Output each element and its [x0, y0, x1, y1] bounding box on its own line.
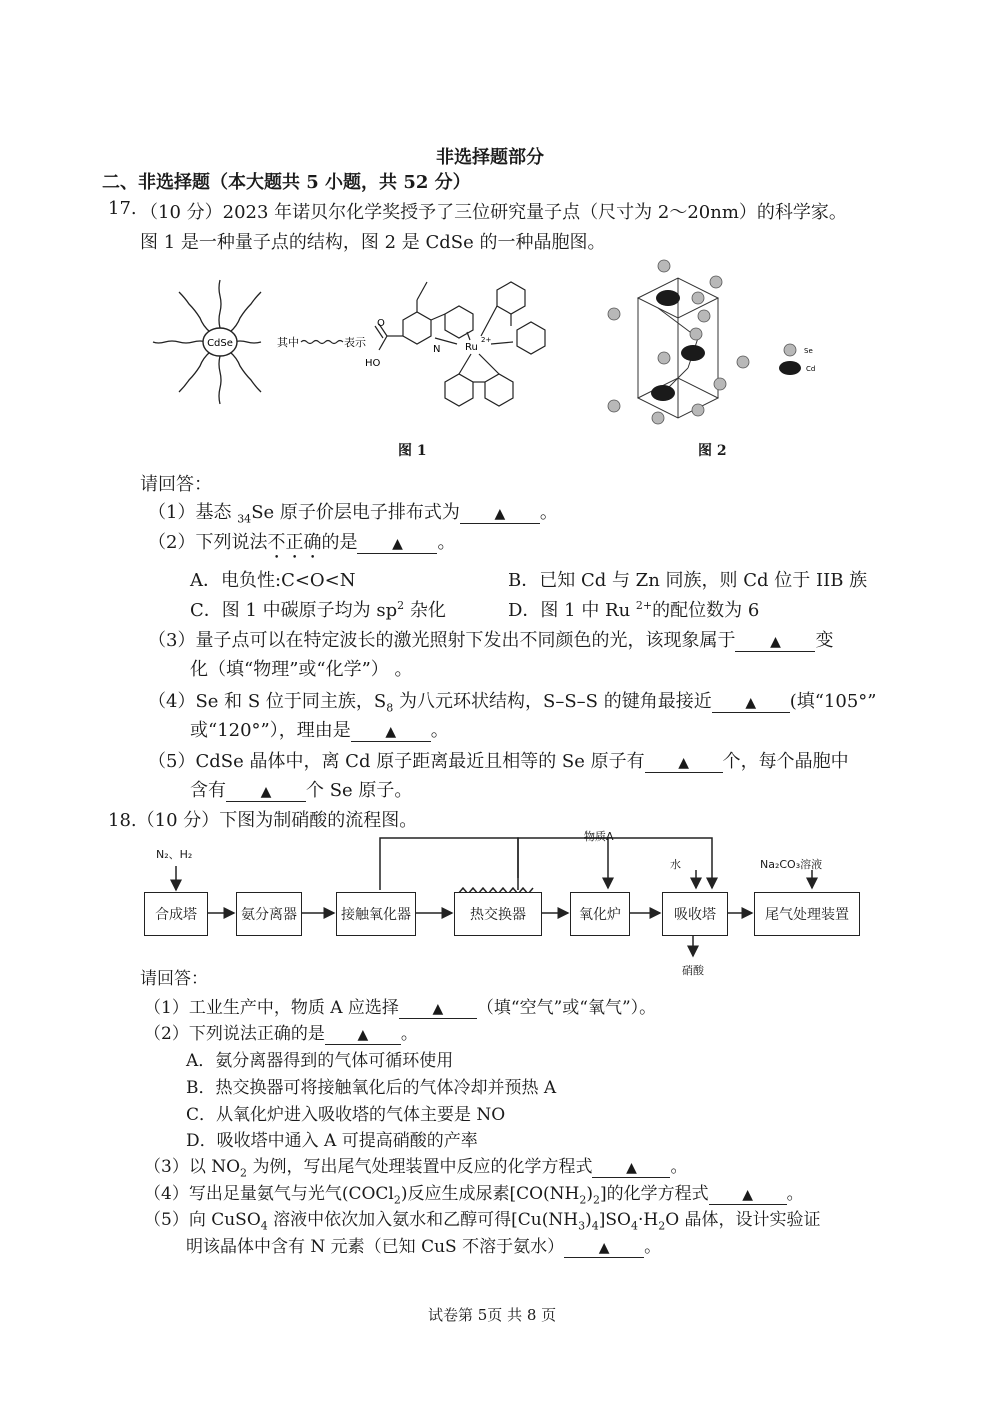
- q18-sub2: （2）下列说法正确的是 ▲ 。: [144, 1024, 418, 1044]
- q17-sub1-mid: Se 原子价层电子排布式为: [251, 502, 460, 523]
- answer-blank[interactable]: ▲: [460, 504, 540, 524]
- flow-material-a: 物质A: [584, 830, 614, 843]
- flow-box-ammonia-separator: 氨分离器: [236, 892, 302, 936]
- q18-sub1: （1）工业生产中，物质 A 应选择 ▲ （填“空气”或“氧气”）。: [144, 998, 657, 1018]
- ru-complex-structure: [375, 282, 545, 406]
- answer-blank[interactable]: ▲: [735, 632, 815, 652]
- figure-2-unit-cell: [598, 258, 838, 428]
- figure-1-quantum-dot: [145, 270, 585, 420]
- legend-cd-label: Cd: [806, 365, 816, 373]
- flow-box-synthesis-tower: 合成塔: [144, 892, 208, 936]
- page-footer: 试卷第 5页 共 8 页: [428, 1306, 557, 1324]
- q17-sub2: （2）下列说法不正确的是 ▲ 。: [148, 532, 456, 553]
- answer-blank[interactable]: ▲: [712, 693, 790, 713]
- cdse-label: CdSe: [207, 338, 233, 349]
- ligand-wave-symbol: [301, 341, 343, 344]
- flow-box-oxidation-furnace: 氧化炉: [570, 892, 630, 936]
- q17-number: 17.: [108, 198, 137, 219]
- answer-blank[interactable]: ▲: [709, 1185, 787, 1205]
- answer-blank[interactable]: ▲: [564, 1238, 644, 1258]
- answer-blank[interactable]: ▲: [357, 534, 437, 554]
- flow-na2co3: Na₂CO₃溶液: [760, 858, 823, 871]
- q18-sub4: （4）写出足量氨气与光气(COCl$_2$)反应生成尿素$[CO(NH_2)_2]$的化学方程式 ▲ 。: [144, 1184, 804, 1207]
- flow-feed-n2-h2: N₂、H₂: [156, 848, 193, 861]
- ru-label: Ru: [465, 342, 478, 353]
- q17-sub5-line2: 含有 ▲ 个 Se 原子。: [190, 780, 413, 801]
- figure-1-caption: 图 1: [398, 443, 427, 459]
- q17-option-d: D．图 1 中 Ru $^{2+}$的配位数为 6: [508, 599, 760, 621]
- cooh-o-label: O: [377, 318, 385, 329]
- q17-sub1: （1）基态 $_{34}$Se 原子价层电子排布式为 ▲ 。: [148, 502, 558, 526]
- q17-sub4-line1: （4）Se 和 S 位于同主族，$S_8$ 为八元环状结构，S–S–S 的键角最接近 ▲ (填“105°”: [148, 691, 877, 715]
- answer-blank[interactable]: ▲: [645, 753, 723, 773]
- n-label: N: [433, 344, 441, 355]
- cooh-ho-label: HO: [365, 358, 381, 369]
- q17-option-b: B．已知 Cd 与 Zn 同族，则 Cd 位于 IIB 族: [508, 570, 868, 591]
- flow-box-tail-gas-treatment: 尾气处理装置: [754, 892, 860, 936]
- q18-sub5-line2: 明该晶体中含有 N 元素（已知 CuS 不溶于氨水） ▲ 。: [186, 1237, 662, 1257]
- flow-product-nitric-acid: 硝酸: [682, 964, 704, 977]
- qizhong-label: 其中: [277, 336, 299, 349]
- answer-blank[interactable]: ▲: [351, 722, 431, 742]
- q17-sub3-line2: 化（填“物理”或“化学”） 。: [190, 659, 413, 680]
- flow-box-contact-oxidizer: 接触氧化器: [336, 892, 416, 936]
- part-heading: 二、非选择题（本大题共 5 小题，共 52 分）: [102, 172, 471, 193]
- q17-sub1-pre: （1）基态: [148, 502, 238, 523]
- q17-option-c: C．图 1 中碳原子均为 $sp^2$ 杂化: [190, 599, 446, 621]
- emphasis-not-correct: 不正确: [267, 532, 322, 553]
- q17-sub4-line2: 或“120°”），理由是 ▲ 。: [190, 720, 449, 741]
- q17-option-a: A．电负性:C<O<N: [190, 570, 356, 591]
- q17-intro-line1: （10 分）2023 年诺贝尔化学奖授予了三位研究量子点（尺寸为 2～20nm）的科学家。: [140, 202, 847, 223]
- section-title: 非选择题部分: [436, 147, 544, 168]
- legend-se-label: Se: [804, 347, 813, 355]
- figure-2-caption: 图 2: [698, 443, 727, 459]
- q17-sub3-line1: （3）量子点可以在特定波长的激光照射下发出不同颜色的光，该现象属于 ▲ 变: [148, 630, 834, 651]
- q18-option-c: C．从氧化炉进入吸收塔的气体主要是 NO: [186, 1105, 506, 1125]
- q17-sub5-line1: （5）CdSe 晶体中，离 Cd 原子距离最近且相等的 Se 原子有 ▲ 个，每个晶胞中: [148, 751, 849, 772]
- q18-title: 18.（10 分）下图为制硝酸的流程图。: [108, 810, 418, 831]
- answer-blank[interactable]: ▲: [399, 999, 477, 1019]
- q18-sub3: （3）以 $NO_2$ 为例，写出尾气处理装置中反应的化学方程式 ▲ 。: [144, 1157, 688, 1180]
- flow-box-absorption-tower: 吸收塔: [662, 892, 728, 936]
- ru-charge-label: 2+: [481, 336, 492, 344]
- q17-sub1-sub: 34: [237, 512, 252, 526]
- legend-cd-atom: [779, 361, 801, 375]
- answer-blank[interactable]: ▲: [226, 782, 306, 802]
- flow-water: 水: [670, 858, 681, 871]
- answer-blank[interactable]: ▲: [592, 1158, 670, 1178]
- q18-option-d: D．吸收塔中通入 A 可提高硝酸的产率: [186, 1131, 478, 1151]
- legend-se-atom: [784, 344, 796, 356]
- q17-intro-line2: 图 1 是一种量子点的结构，图 2 是 CdSe 的一种晶胞图。: [140, 232, 606, 253]
- q18-sub5-line1: （5）向 CuSO$_4$ 溶液中依次加入氨水和乙醇可得$[Cu(NH_3)_4]SO_4\cdot H_2O$ 晶体，设计实验证: [144, 1210, 821, 1233]
- answer-blank[interactable]: ▲: [325, 1025, 401, 1045]
- q18-option-a: A．氨分离器得到的气体可循环使用: [186, 1051, 454, 1071]
- biaoshi-label: 表示: [344, 336, 366, 349]
- q18-prompt: 请回答：: [140, 969, 208, 989]
- q18-option-b: B．热交换器可将接触氧化后的气体冷却并预热 A: [186, 1078, 557, 1098]
- flow-box-heat-exchanger: 热交换器: [454, 892, 542, 936]
- q17-prompt: 请回答：: [140, 474, 212, 495]
